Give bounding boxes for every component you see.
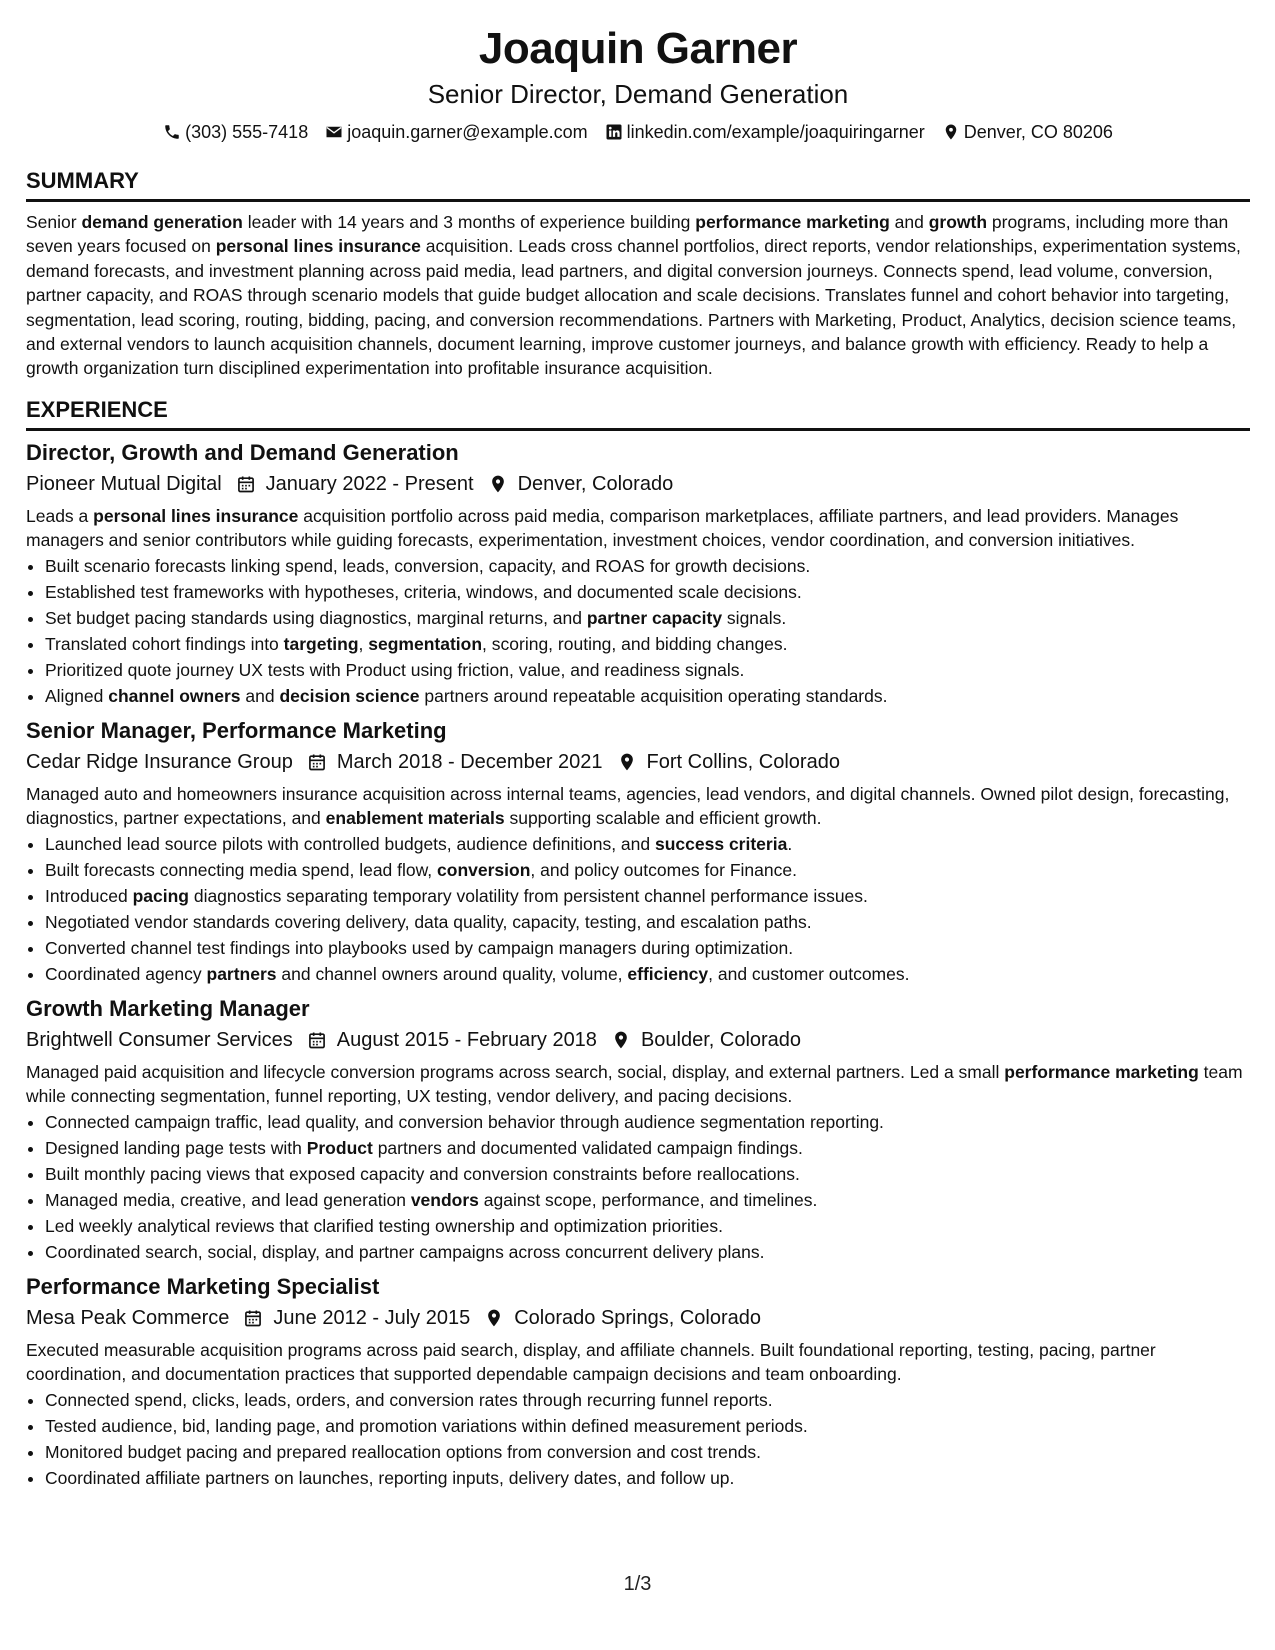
text-run: Connected campaign traffic, lead quality, and conversion behavior through audience segmentation reporting. [45,1111,884,1132]
emphasis-text: personal lines insurance [93,505,299,526]
text-run: Coordinated search, social, display, and partner campaigns across concurrent delivery plans. [45,1241,765,1262]
date-range: August 2015 - February 2018 [336,1028,597,1051]
map-pin-icon [617,752,637,772]
achievement-bullet [45,605,1250,631]
text-run: acquisition. Leads cross channel portfolios, direct reports, vendor relationships, experimentation systems, demand forecasts, and investment planning across paid media, lead partners, and digital conversion journeys. Connects spend, lead volume, conversion, partner capacity, and ROAS through scenario models that guide budget allocation and scale decisions. Translates funnel and cohort behavior into targeting, segmentation, lead scoring, routing, bidding, pacing, and conversion recommendations. Partners with Marketing, Product, Analytics, decision science teams, and external vendors to launch acquisition channels, document learning, improve customer journeys, and balance growth with efficiency. Ready to help a growth organization turn disciplined experimentation into profitable insurance acquisition. [26,236,1241,379]
achievement-bullet [45,553,1250,579]
linkedin-contact[interactable] [605,120,925,144]
text-run: Senior [26,212,82,232]
emphasis-text: conversion [437,859,531,880]
text-run: Negotiated vendor standards covering delivery, data quality, capacity, testing, and escalation paths. [45,911,812,932]
emphasis-text: vendors [410,1189,479,1210]
company-name: Mesa Peak Commerce [26,1306,230,1329]
date-range: January 2022 - Present [265,472,474,495]
emphasis-text: personal lines insurance [215,236,421,257]
text-run: signals. [722,607,787,628]
text-run: Built monthly pacing views that exposed capacity and conversion constraints before reallocations. [45,1163,800,1184]
phone-number: (303) 555-7418 [185,122,309,142]
text-run: Executed measurable acquisition programs across paid search, display, and affiliate channels. Built foundational reporting, testing, pacing, partner coordination, and documentation practices that supported dependable campaign decisions and team onboarding. [26,1339,1156,1384]
calendar-icon [243,1308,263,1328]
location-text: Denver, Colorado [517,472,674,495]
text-run: programs, including more than seven years focused on [26,212,1229,257]
emphasis-text: performance marketing [1004,1061,1199,1082]
job-meta [26,1303,1250,1333]
text-run: Tested audience, bid, landing page, and promotion variations within defined measurement periods. [45,1415,808,1436]
candidate-headline: Senior Director, Demand Generation [427,79,849,109]
experience-entry [26,994,1250,1265]
achievement-bullet [45,1387,1250,1413]
text-run: Aligned [45,685,109,706]
emphasis-text: partners [206,963,277,984]
emphasis-text: decision science [279,685,420,706]
calendar-icon [236,474,256,494]
map-pin-icon [942,123,960,141]
job-meta [26,1025,1250,1055]
achievement-bullet [45,683,1250,709]
achievement-bullet [45,1161,1250,1187]
linkedin-url: linkedin.com/example/joaquiringarner [626,122,925,142]
linkedin-icon [605,123,623,141]
achievement-bullet [45,1109,1250,1135]
experience-entry [26,716,1250,987]
text-run: Leads a [26,505,94,526]
location-text: Fort Collins, Colorado [646,750,840,773]
text-run: , and customer outcomes. [708,963,910,984]
job-dates [243,1303,470,1333]
emphasis-text: growth [928,212,988,232]
achievement-bullet [45,1465,1250,1491]
company-name: Brightwell Consumer Services [26,1028,293,1051]
job-description [26,782,1250,830]
achievement-bullet [45,1187,1250,1213]
location-text: Colorado Springs, Colorado [514,1306,762,1329]
location-text: Boulder, Colorado [640,1028,802,1051]
emphasis-text: partner capacity [586,607,723,628]
text-run: Launched lead source pilots with controlled budgets, audience definitions, and [45,833,655,854]
emphasis-text: channel owners [108,685,241,706]
achievement-bullet [45,579,1250,605]
text-run: supporting scalable and efficient growth. [504,807,822,828]
experience-entry [26,438,1250,709]
emphasis-text: success criteria [655,833,788,854]
text-run: partners around repeatable acquisition operating standards. [419,685,888,706]
resume-page [26,22,1250,1491]
date-range: June 2012 - July 2015 [273,1306,471,1329]
text-run: and [889,212,929,232]
job-title: Senior Manager, Performance Marketing [26,717,447,743]
text-run: Prioritized quote journey UX tests with Product using friction, value, and readiness signals. [45,659,745,680]
text-run: partners and documented validated campaign findings. [372,1137,803,1158]
company-name: Pioneer Mutual Digital [26,472,222,495]
job-description [26,1060,1250,1108]
candidate-name: Joaquin Garner [478,24,798,73]
text-run: Built forecasts connecting media spend, lead flow, [45,859,438,880]
text-run: Established test frameworks with hypotheses, criteria, windows, and documented scale decisions. [45,581,802,602]
contact-bar [26,120,1250,144]
job-meta [26,747,1250,777]
achievement-list [26,1109,1250,1265]
text-run: Connected spend, clicks, leads, orders, and conversion rates through recurring funnel reports. [45,1389,773,1410]
email-contact[interactable] [325,120,587,144]
emphasis-text: performance marketing [695,212,890,232]
achievement-list [26,1387,1250,1491]
text-run: Coordinated agency [45,963,207,984]
phone-icon [163,123,181,141]
text-run: against scope, performance, and timelines. [478,1189,818,1210]
emphasis-text: Product [306,1137,373,1158]
text-run: Managed auto and homeowners insurance acquisition across internal teams, agencies, lead vendors, and digital channels. Owned pilot design, forecasting, diagnostics, partner expectations, and [26,783,1230,828]
text-run: team while connecting segmentation, funnel reporting, UX testing, vendor delivery, and pacing decisions. [26,1061,1243,1106]
resume-header [26,22,1250,144]
text-run: Coordinated affiliate partners on launches, reporting inputs, delivery dates, and follow up. [45,1467,735,1488]
date-range: March 2018 - December 2021 [336,750,603,773]
text-run: leader with 14 years and 3 months of experience building [242,212,696,232]
text-run: Set budget pacing standards using diagnostics, marginal returns, and [45,607,587,628]
summary-section [26,167,1250,381]
calendar-icon [307,1030,327,1050]
page-number: 1/3 [623,1573,652,1595]
map-pin-icon [484,1308,504,1328]
text-run: Converted channel test findings into playbooks used by campaign managers during optimization. [45,937,794,958]
text-run: and [240,685,280,706]
job-description [26,504,1250,552]
text-run: Led weekly analytical reviews that clarified testing ownership and optimization priorities. [45,1215,723,1236]
job-dates [236,469,474,499]
achievement-bullet [45,935,1250,961]
achievement-bullet [45,1135,1250,1161]
company-name: Cedar Ridge Insurance Group [26,750,293,773]
map-pin-icon [611,1030,631,1050]
job-description [26,1338,1250,1386]
text-run: Managed paid acquisition and lifecycle conversion programs across search, social, display, and external partners. Led a small [26,1061,1005,1082]
summary-paragraph [26,210,1250,381]
phone-contact[interactable] [163,120,308,144]
job-location [484,1303,761,1333]
achievement-bullet [45,1213,1250,1239]
text-run: and channel owners around quality, volume, [276,963,628,984]
job-title: Growth Marketing Manager [26,995,310,1021]
text-run: , [358,633,369,654]
job-location [488,469,674,499]
job-location [611,1025,801,1055]
achievement-bullet [45,961,1250,987]
map-pin-icon [488,474,508,494]
location-contact [942,120,1113,144]
text-run: Translated cohort findings into [45,633,284,654]
achievement-bullet [45,883,1250,909]
text-run: , scoring, routing, and bidding changes. [482,633,788,654]
achievement-bullet [45,1439,1250,1465]
envelope-icon [325,123,343,141]
achievement-list [26,831,1250,987]
text-run: . [787,833,793,854]
text-run: Monitored budget pacing and prepared reallocation options from conversion and cost trends. [45,1441,761,1462]
job-location [617,747,840,777]
achievement-bullet [45,831,1250,857]
text-run: , and policy outcomes for Finance. [530,859,797,880]
job-meta [26,469,1250,499]
text-run: Designed landing page tests with [45,1137,307,1158]
text-run: Built scenario forecasts linking spend, leads, conversion, capacity, and ROAS for growth decisions. [45,555,811,576]
achievement-bullet [45,1413,1250,1439]
summary-heading: SUMMARY [26,167,1250,202]
email-address: joaquin.garner@example.com [347,122,588,142]
job-title: Director, Growth and Demand Generation [26,439,459,465]
text-run: Introduced [45,885,133,906]
job-dates [307,1025,597,1055]
text-run: diagnostics separating temporary volatility from persistent channel performance issues. [188,885,868,906]
emphasis-text: enablement materials [325,807,505,828]
experience-entry [26,1272,1250,1491]
experience-heading: EXPERIENCE [26,396,1250,431]
achievement-bullet [45,657,1250,683]
emphasis-text: pacing [132,885,189,906]
experience-list [26,438,1250,1491]
text-run: acquisition portfolio across paid media, comparison marketplaces, affiliate partners, and lead providers. Manages managers and senior contributors while guiding forecasts, experimentation, investment choices, vendor coordination, and conversion initiatives. [26,505,1179,550]
text-run: Managed media, creative, and lead generation [45,1189,411,1210]
experience-section [26,396,1250,1491]
achievement-bullet [45,909,1250,935]
achievement-bullet [45,857,1250,883]
achievement-bullet [45,1239,1250,1265]
emphasis-text: efficiency [627,963,709,984]
calendar-icon [307,752,327,772]
emphasis-text: targeting [283,633,359,654]
achievement-list [26,553,1250,709]
achievement-bullet [45,631,1250,657]
location-text: Denver, CO 80206 [963,122,1113,142]
job-dates [307,747,603,777]
emphasis-text: demand generation [81,212,243,232]
job-title: Performance Marketing Specialist [26,1273,380,1299]
emphasis-text: segmentation [368,633,483,654]
